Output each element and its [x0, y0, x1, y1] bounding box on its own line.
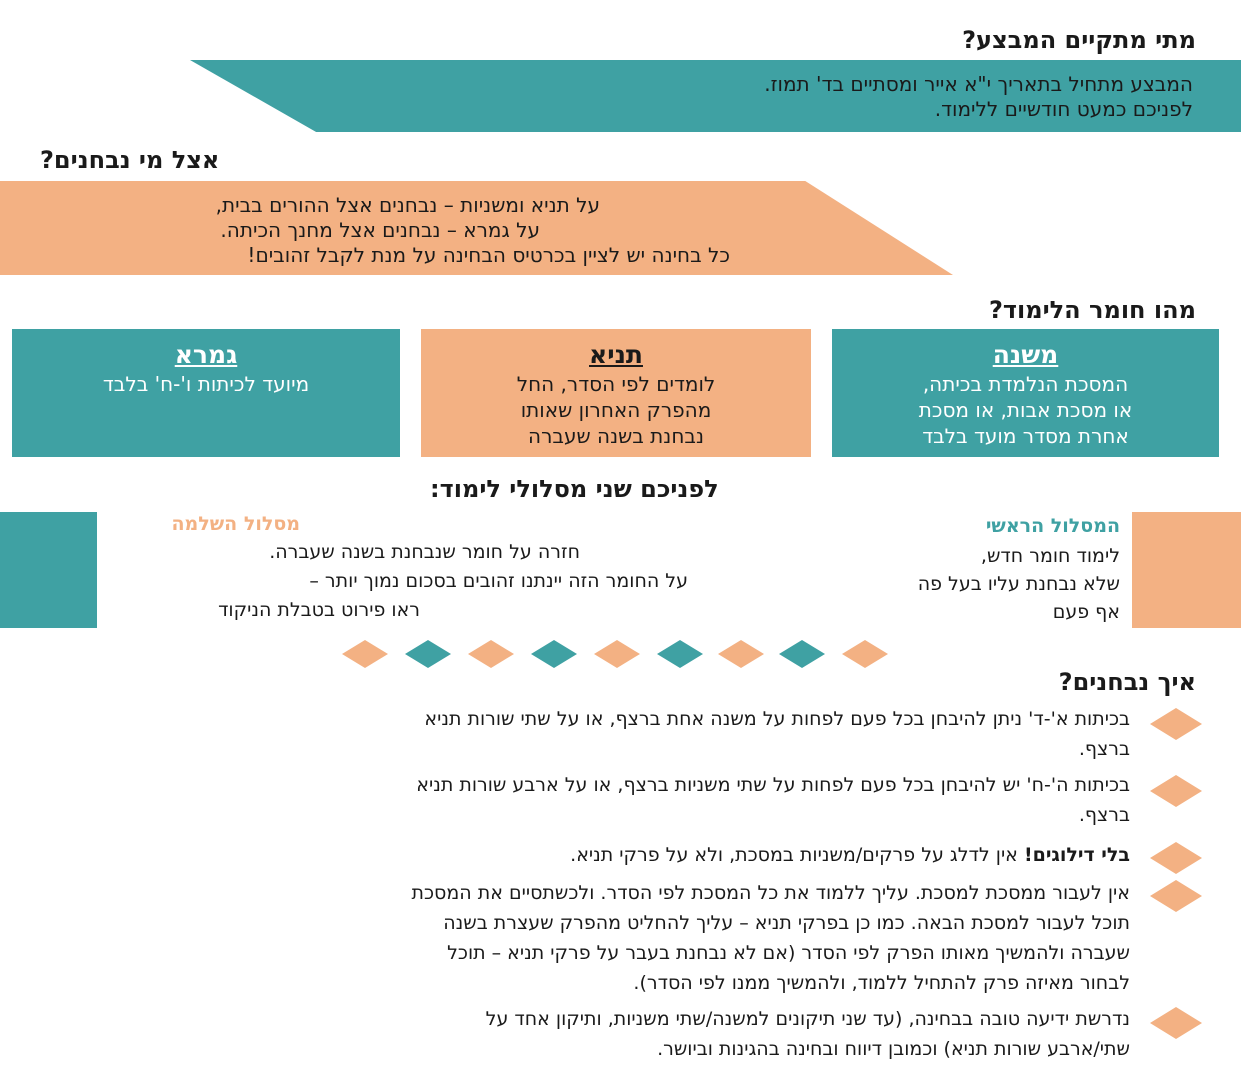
who-line-2: על גמרא – נבחנים אצל מחנך הכיתה. — [220, 218, 540, 242]
how-heading: איך נבחנים? — [1058, 668, 1196, 696]
how-bullet-5-line-1: נדרשת ידיעה טובה בבחינה, (עד שני תיקונים למשנה/שתי משניות, ותיקון אחד על — [485, 1008, 1130, 1030]
diamond-icon — [779, 640, 825, 668]
mishna-title: משנה — [992, 340, 1059, 369]
tanya-line-2: מהפרק האחרון שאותו — [520, 398, 712, 422]
diamond-icon — [468, 640, 514, 668]
how-bullet-4 — [40, 878, 1130, 998]
main-track-title: המסלול הראשי — [985, 515, 1120, 537]
how-bullet-5-line-2: שתי/ארבע שורות תניא) וכמובן דיווח ובחינה בהגינות וביושר. — [657, 1038, 1130, 1060]
how-bullet-3 — [40, 840, 1130, 870]
completion-track-bar — [0, 512, 97, 628]
when-line-2: לפניכם כמעט חודשיים ללימוד. — [934, 97, 1193, 121]
how-bullet-3-bold: בלי דילוגים! — [1023, 844, 1130, 866]
bullet-diamond-icon — [1150, 775, 1202, 807]
how-bullet-2 — [40, 770, 1130, 830]
tanya-box — [421, 329, 811, 457]
how-bullet-4-line-3: שעברה ולהמשיך מאותו הפרק לפי הסדר (אם לא נבחנת בעבר על פרקי תניא – תוכל — [447, 942, 1130, 964]
completion-track-line-2: על החומר הזה יינתנו זהובים בסכום נמוך יותר – — [309, 570, 688, 592]
tanya-title: תניא — [589, 340, 643, 369]
completion-track-title: מסלול השלמה — [171, 513, 300, 535]
diamond-icon — [531, 640, 577, 668]
mishna-line-3: אחרת מסדר מועד בלבד — [922, 424, 1129, 448]
bullet-diamond-icon — [1150, 880, 1202, 912]
bullet-diamond-icon — [1150, 842, 1202, 874]
main-track-line-3: אף פעם — [1052, 601, 1120, 623]
tanya-line-1: לומדים לפי הסדר, החל — [516, 372, 716, 396]
bullet-diamond-icon — [1150, 708, 1202, 740]
diamond-icon — [718, 640, 764, 668]
mishna-line-2: או מסכת אבות, או מסכת — [918, 398, 1133, 422]
completion-track-line-3: ראו פירוט בטבלת הניקוד — [218, 599, 420, 621]
gemara-box — [12, 329, 400, 457]
completion-track-line-1: חזרה על חומר שנבחנת בשנה שעברה. — [269, 541, 580, 563]
who-heading: אצל מי נבחנים? — [40, 146, 220, 174]
how-bullet-1-line-2: ברצף. — [1078, 738, 1130, 760]
how-bullet-4-line-4: לבחור מאיזה פרק להתחיל ללמוד, ולהמשיך ממנו לפי הסדר). — [633, 972, 1130, 994]
diamond-icon — [842, 640, 888, 668]
diamond-icon — [405, 640, 451, 668]
gemara-line-1: מיועד לכיתות ו'-ח' בלבד — [102, 372, 310, 396]
how-bullet-3-text: אין לדלג על פרקים/משניות במסכת, ולא על פרקי תניא. — [570, 844, 1024, 866]
who-line-1: על תניא ומשניות – נבחנים אצל ההורים בבית, — [215, 193, 600, 217]
how-bullet-2-line-1: בכיתות ה'-ח' יש להיבחן בכל פעם לפחות על שתי משניות ברצף, או על ארבע שורות תניא — [416, 774, 1130, 796]
how-bullet-4-line-1: אין לעבור ממסכת למסכת. עליך ללמוד את כל המסכת לפי הסדר. ולכשתסיים את המסכת — [411, 882, 1130, 904]
mishna-box — [832, 329, 1219, 457]
how-bullet-1 — [40, 704, 1130, 764]
diamond-icon — [657, 640, 703, 668]
when-heading: מתי מתקיים המבצע? — [962, 26, 1196, 54]
how-bullet-2-line-2: ברצף. — [1078, 804, 1130, 826]
gemara-title: גמרא — [174, 340, 238, 369]
material-heading: מהו חומר הלימוד? — [988, 296, 1196, 324]
bullet-diamond-icon — [1150, 1007, 1202, 1039]
when-line-1: המבצע מתחיל בתאריך י"א אייר ומסתיים בד' תמוז. — [764, 72, 1193, 96]
who-line-3: כל בחינה יש לציין בכרטיס הבחינה על מנת לקבל זהובים! — [247, 243, 730, 267]
how-bullet-4-line-2: תוכל לעבור למסכת הבאה. כמו כן בפרקי תניא – עליך להחליט מהפרק שעצרת בשנה — [443, 912, 1130, 934]
diamond-icon — [594, 640, 640, 668]
main-track-line-2: שלא נבחנת עליו בעל פה — [917, 573, 1120, 595]
mishna-line-1: המסכת הנלמדת בכיתה, — [922, 372, 1129, 396]
main-track-line-1: לימוד חומר חדש, — [980, 545, 1120, 567]
tanya-line-3: נבחנת בשנה שעברה — [528, 424, 704, 448]
how-bullet-1-line-1: בכיתות א'-ד' ניתן להיבחן בכל פעם לפחות על משנה אחת ברצף, או על שתי שורות תניא — [424, 708, 1130, 730]
diamond-icon — [342, 640, 388, 668]
how-bullet-5 — [40, 1004, 1130, 1064]
tracks-heading: לפניכם שני מסלולי לימוד: — [430, 475, 719, 503]
main-track-bar — [1132, 512, 1241, 628]
